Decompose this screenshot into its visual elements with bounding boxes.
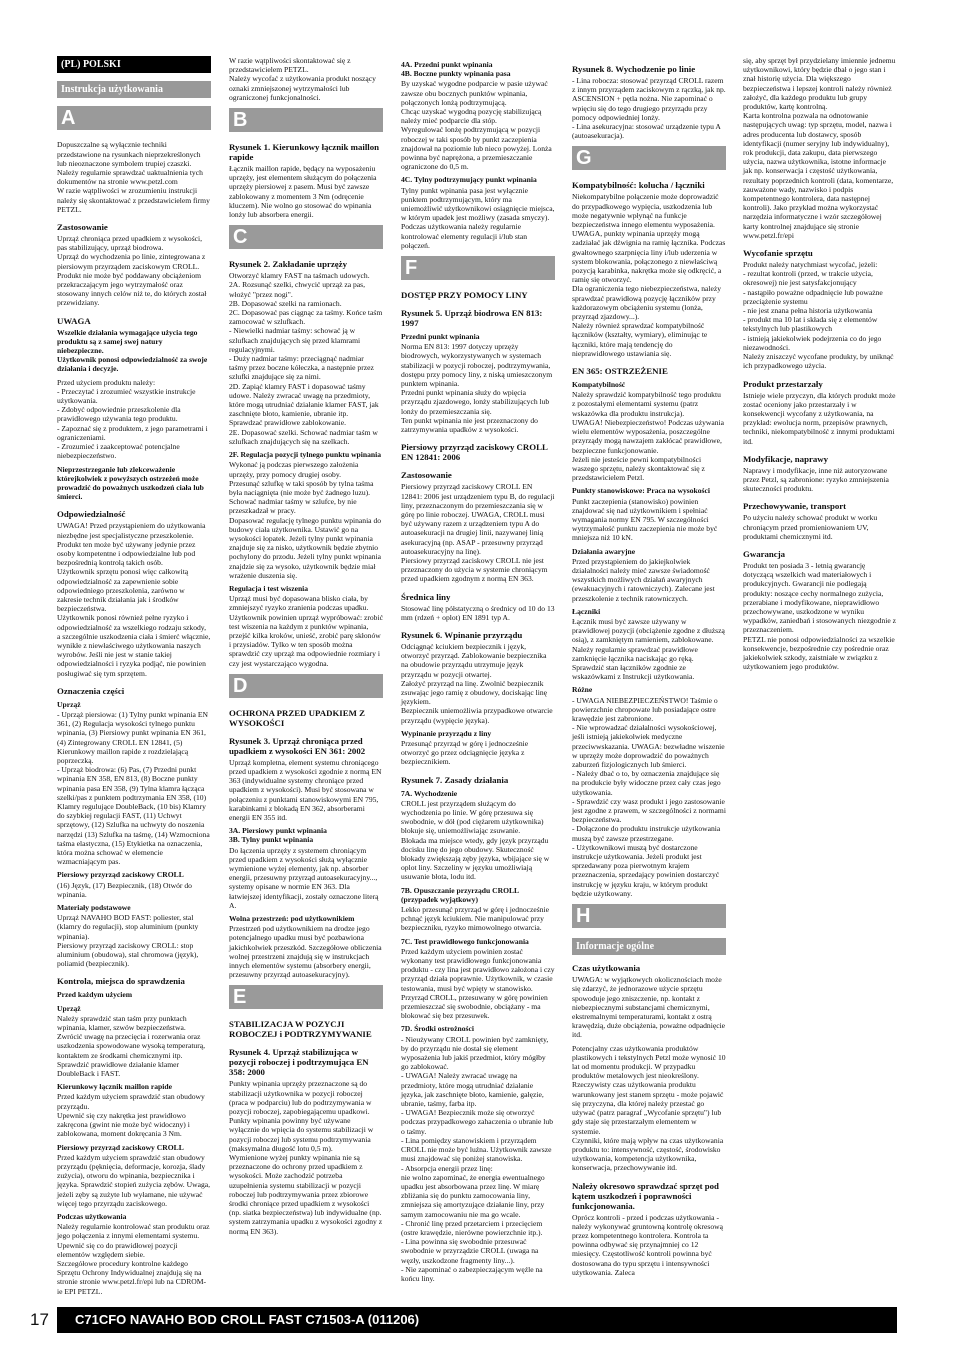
- paragraph: Stosować linę półstatyczną o średnicy od 10 do 13 mm (rdzeń + oplot) EN 1891 typ A.: [401, 603, 555, 622]
- page-number: 17: [30, 1310, 49, 1329]
- subheading: Piersiowy przyrząd zaciskowy CROLL: [57, 870, 184, 880]
- paragraph: Do łączenia uprzęży z systemem chroniącym przed upadkiem z wysokości służą wyłącznie wymienione wyżej elementy, jak np. absorber energii, przesuwny przyrząd autoasekuracyjny..., systemy opisane w normie EN 363. Dla łatwiejszej identyfikacji, zostały oznaczone literą A.: [229, 845, 379, 910]
- paragraph: - Lina robocza: stosować przyrząd CROLL razem z innym przyrządem zaciskowym z rączką, jak np. ASCENSION + pętla nożna. Nie zapominać o wpięciu się do tego drugiego przyrządu przy pomocy odpowiedniej lonży. - Lina asekuracyjna: stosować urządzenie typu A (autoasekuracja).: [572, 76, 726, 141]
- subheading: Przed każdym użyciem: [57, 990, 133, 1000]
- heading: STABILIZACJA W POZYCJI ROBOCZEJ i PODTRZYMYWANIE: [229, 1019, 372, 1040]
- heading: Modyfikacje, naprawy: [743, 453, 829, 464]
- heading: Kontrola, miejsca do sprawdzenia: [57, 976, 185, 987]
- heading: Należy okresowo sprawdzać sprzęt pod kątem uszkodzeń i poprawności funkcjonowania.: [572, 1180, 719, 1211]
- heading: Rysunek 8. Wychodzenie po linie: [572, 64, 696, 74]
- subheading: Różne: [572, 685, 593, 695]
- heading: Kompatybilność: kolucha / łączniki: [572, 180, 705, 191]
- heading: Zastosowanie: [57, 222, 108, 233]
- heading: Rysunek 3. Uprząż chroniąca przed upadkiem z wysokości EN 361: 2002: [229, 735, 366, 756]
- column-4: [572, 56, 726, 1281]
- subheading: Materiały podstawowe: [57, 903, 131, 913]
- heading: Rysunek 1. Kierunkowy łącznik maillon rapide: [229, 142, 379, 163]
- paragraph: (16) Język, (17) Bezpiecznik, (18) Otwór do wpinania.: [57, 880, 192, 899]
- paragraph: Punkty wpinania uprzęży przeznaczone są do stabilizacji użytkownika w pozycji roboczej (praca w podparciu) lub do podtrzymywania w pozycji roboczej, zapobiegającemu upadkowi. Punkty wpinania powinny być używane wyłącznie do wpięcia do systemu stabilizacji w pozycji roboczej lub systemu podtrzymywania (maksymalna długość lotu 0,5 m). Wymienione wyżej punkty wpinania nie są przeznaczone do ochrony przed upadkiem z wysokości. Może zachodzić potrzeba uzupełnienia systemu stabilizacji w pozycji roboczej lub podtrzymywania przez zbiorowe środki chroniące przed upadkiem z wysokości (np. siatka bezpieczeństwa) lub indywidualne (np. system zatrzymania upadku z wysokości zgodny z normą EN 363).: [229, 1079, 383, 1236]
- heading: Gwarancja: [743, 548, 786, 559]
- paragraph: Przed każdym użyciem sprawdzić stan obudowy przyrządu. Upewnić się czy nakrętka jest prawidłowo zakręcona (gwint nie może być widoczny) i zablokowana, moment dokręcania 3 Nm.: [57, 1092, 205, 1139]
- column-5: [743, 56, 897, 675]
- heading: Rysunek 4. Uprząż stabilizująca w pozycji roboczej i podtrzymująca EN 358: 2000: [229, 1047, 369, 1078]
- heading: Średnica liny: [401, 591, 451, 602]
- paragraph: Przesunąć przyrząd w górę i jednocześnie otworzyć go przez odciągnięcie języka z bezpiecznikiem.: [401, 738, 529, 767]
- paragraph: Potencjalny czas użytkowania produktów plastikowych i tekstylnych Petzl może wynosić 10 lat od momentu produkcji. W przypadku produktów metalowych jest nieokreślony. Rzeczywisty czas użytkowania produktu warunkowany jest stanem sprzętu - może pojawić się przyczyna, dla której należy przestać go używać (patrz paragraf „Wycofanie sprzętu") lub gdy staje się przestarzałym elementem w systemie. Czynniki, które mają wpływ na czas użytkowania produktu to: intensywność, częstość, środowisko użytkowania, kompetencja użytkownika, konserwacja, przechowywanie itd.: [572, 1043, 726, 1173]
- section-letter: A: [57, 106, 211, 130]
- paragraph: Należy sprawdzić kompatybilność tego produktu z pozostałymi elementami systemu (patrz wskazówka dla produktu instrukcja). UWAGA! Niebezpieczeństwo! Podczas używania wielu elementów wyposażenia, poszczególne przyrządy mogą nawzajem zakłócać prawidłowe, bezpieczne funkcjonowanie. Jeżeli nie jesteście pewni kompatybilności waszego sprzętu, należy skontaktować się z przedstawicielem Petzl.: [572, 390, 725, 483]
- column-2: [229, 56, 383, 1240]
- subheading: 4A. Przedni punkt wpinania 4B. Boczne punkty wpinania pasa: [401, 60, 511, 79]
- paragraph: Przed użyciem produktu należy: - Przeczytać i zrozumieć wszystkie instrukcje użytkowania. - Zdobyć odpowiednie przeszkolenie dla prawidłowego używania tego produktu. - Zapoznać się z produktem, z jego parametrami i ograniczeniami. - Zrozumieć i zaakceptować potencjalne niebezpieczeństwo.: [57, 377, 208, 461]
- section-letter: D: [229, 674, 383, 698]
- paragraph: Lekko przesunąć przyrząd w górę i jednocześnie pchnąć język kciukiem. Nie manipulować przy bezpieczniku, ryzyko mimowolnego otwarcia.: [401, 905, 550, 933]
- subheading: 2F. Regulacja pozycji tylnego punktu wpinania: [229, 450, 382, 460]
- heading: DOSTĘP PRZY POMOCY LINY: [401, 290, 528, 301]
- bold-paragraph: Nieprzestrzeganie lub zlekceważenie którejkolwiek z powyższych ostrzeżeń może prowadzić do poważnych uszkodzeń ciała lub śmierci.: [57, 464, 204, 502]
- subheading: 4C. Tylny podtrzymujący punkt wpinania: [401, 175, 537, 185]
- paragraph: Uprząż NAVAHO BOD FAST: poliester, stal (klamry do regulacji), stop aluminium (punkty wpinania). Piersiowy przyrząd zaciskowy CROLL: stop aluminium (obudowa), stal chromowa (język), poliamid (bezpiecznik).: [57, 913, 199, 969]
- heading: OCHRONA PRZED UPADKIEM Z WYSOKOŚCI: [229, 707, 365, 728]
- section-letter: G: [572, 146, 726, 170]
- column-1: [57, 56, 211, 1300]
- subheading: 7C. Test prawidłowego funkcjonowania: [401, 936, 529, 946]
- paragraph: Produkt należy natychmiast wycofać, jeżeli: - rezultat kontroli (przed, w trakcie użycia, okresowej) nie jest satysfakcjonujący - nastąpiło poważne odpadnięcie lub poważne przeciążenie systemu - nie jest znana pełna historia użytkowania - produkt ma 10 lat i składa się z elementów tekstylnych lub plastikowych - istnieją jakiekolwiek podejrzenia co do jego niezawodności. Należy zniszczyć wycofane produkty, by uniknąć ich przypadkowego użycia.: [743, 260, 894, 371]
- subheading: Działania awaryjne: [572, 546, 636, 556]
- paragraph: Oprócz kontroli - przed i podczas użytkowania - należy wykonywać gruntowną kontrolę okresową przez kompetentnego kontrolera. Kontrola ta powinna odbywać się przynajmniej co 12 miesięcy. Częstotliwość kontroli powinna być dostosowana do typu sprzętu i intensywności użytkowania. Zaleca: [572, 1212, 723, 1277]
- paragraph: UWAGA! Przed przystąpieniem do użytkowania niezbędne jest specjalistyczne przeszkolenie. Produkt ten może być używany jedynie przez osoby kompetentne i odpowiedzialne lub pod bezpośrednią kontrolą takich osób. Użytkownik sprzętu ponosi więc całkowitą odpowiedzialność za zapewnienie sobie odpowiedniego przeszkolenia, zarówno w zakresie technik działania jak i środków bezpieczeństwa. Użytkownik ponosi również pełne ryzyko i odpowiedzialność za wszelkiego rodzaju szkody, a szczególnie uszkodzenia ciała i śmierć włącznie, wynikłe z niewłaściwego użytkowania naszych wyrobów. Jeśli nie jest w stanie takiej odpowiedzialności i ryzyka podjąć, nie powinien posługiwać się tym sprzętem.: [57, 521, 211, 678]
- heading: Wycofanie sprzętu: [743, 248, 813, 259]
- subheading: Podczas użytkowania: [57, 1211, 127, 1221]
- subheading: Uprząż: [57, 1003, 81, 1013]
- section-letter: H: [572, 904, 726, 928]
- paragraph: się, aby sprzęt był przydzielany imiennie jednemu użytkownikowi, który będzie dbał o jego stan i znał historię użycia. Dla większego bezpieczeństwa i lepszej kontroli należy również założyć, dla każdego produktu lub grupy produktów, kartę kontrolną. Karta kontrolna pozwala na odnotowanie następujących uwag: typ sprzętu, model, nazwa i adres producenta lub dostawcy, sposób identyfikacji (numer seryjny lub indywidualny), rok produkcji, data zakupu, data pierwszego użycia, nazwa użytkownika, istotne informacje jak np. konserwacja i częstość użytkowania, rezultaty poprzednich kontroli (data, komentarze, zauważone wady, nazwisko i podpis kompetentnego kontrolera, data następnej kontroli). Jako przykład można wykorzystać narzędzia informatyczne i wzór szczegółowej karty kontrolnej znajdujące się stronie www.petzl.fr/epi: [743, 56, 896, 240]
- paragraph: Dopuszczalne są wyłącznie techniki przedstawione na rysunkach nieprzekreślonych lub nieoznaczone symbolem trupiej czaszki. Należy regularnie sprawdzać uaktualnienia tych dokumentów na stronie www.petzl.com W razie wątpliwości w zrozumieniu instrukcji należy się skontaktować z przedstawicielem firmy PETZL.: [57, 140, 210, 214]
- paragraph: - Nieużywany CROLL powinien być zamknięty, by do przyrządu nie dostał się element wyposażenia lub jakiś przedmiot, który mógłby go zablokować. - UWAGA! Należy zwracać uwagę na przedmioty, które mogą utrudniać działanie języka, jak zaschnięte błoto, kamienie, gałęzie, ubranie, taśmy, farba itp. - UWAGA! Bezpiecznik może się otworzyć podczas przypadkowego zahaczenia o ubranie lub o taśmy. - Lina pomiędzy stanowiskiem i przyrządem CROLL nie może być luźna. Użytkownik zawsze musi znajdować się poniżej stanowiska. - Absorpcja energii przez linę: nie wolno zapominać, że energia ewentualnego upadku jest absorbowana przez linę. W miarę zbliżania się do punktu zamocowania liny, zmniejsza się amortyzujące działanie liny, przy samym zamocowaniu nie ma go wcale. - Chronić linę przed przetarciem i przecięciem (ostre krawędzie, nierówne powierzchnie itp.). - Lina powinna się swobodnie przesuwać swobodnie w przyrządzie CROLL (uwaga na węzły, uszkodzone fragmenty liny...). - Nie zapominać o zabezpieczającym węźle na końcu liny.: [401, 1034, 554, 1283]
- column-5-content: [743, 56, 897, 671]
- section-header: Instrukcja użytkowania: [57, 81, 211, 98]
- paragraph: Odciągnąć kciukiem bezpiecznik i język, otworzyć przyrząd. Zablokowanie bezpiecznika na obudowie przyrządu utrzymuje język przyrządu w pozycji otwartej. Założyć przyrząd na linę. Zwolnić bezpiecznik zsuwając jego ramię z obudowy, dociskając linę językiem. Bezpiecznik uniemożliwia przypadkowe otwarcie przyrządu (wypięcie języka).: [401, 641, 553, 725]
- heading: Piersiowy przyrząd zaciskowy CROLL EN 12841: 2006: [401, 442, 548, 463]
- subheading: Uprząż: [57, 699, 81, 709]
- heading: Zastosowanie: [401, 470, 452, 481]
- section-letter: F: [401, 256, 555, 280]
- subheading: Kompatybilność: [572, 380, 626, 390]
- section-letter: E: [229, 985, 383, 1009]
- paragraph: Piersiowy przyrząd zaciskowy CROLL EN 12841: 2006 jest urządzeniem typu B, do regulacji liny, przeznaczonym do przemieszczania się w górę po linie roboczej. UWAGA, CROLL musi być używany razem z urządzeniem typu A do autoasekuracji na drugiej linii, nazywanej linią asekuracyjną (np. ASAP - przesuwny przyrząd autoasekuracyjny na linę). Piersiowy przyrząd zaciskowy CROLL nie jest przeznaczony do użycia w systemie chroniącym przed upadkiem zgodnym z normą EN 363.: [401, 482, 555, 584]
- column-1-content: [57, 106, 211, 1295]
- paragraph: Łącznik musi być zawsze używany w prawidłowej pozycji (obciążenie zgodne z dłuższą osią), z zamkniętym ramieniem, zablokowane. Należy regularnie sprawdzać prawidłowe zamknięcie łącznika naciskając go ręką. Sprawdzić stan łączników zgodnie ze wskazówkami z Instrukcji użytkowania.: [572, 616, 725, 682]
- subheading: 7B. Opuszczanie przyrządu CROLL (przypadek wyjątkowy): [401, 885, 519, 904]
- subheading: 7A. Wychodzenie: [401, 788, 458, 798]
- subheading: 3A. Piersiowy punkt wpinania 3B. Tylny punkt wpinania: [229, 826, 327, 845]
- section-letter: C: [229, 225, 383, 249]
- paragraph: CROLL jest przyrządem służącym do wychodzenia po linie. W górę przesuwa się swobodnie, w dół (pod ciężarem użytkownika) blokuje się, uniemożliwiając zsuwanie. Blokada ma miejsce wtedy, gdy język przyrządu docisku linę do jego obudowy. Skuteczność blokady zwiększają zęby języka, wbijające się w oplot liny. Szczeliny w języku umożliwiają usuwanie błota, lodu itd.: [401, 798, 550, 882]
- subheading: Łączniki: [572, 606, 601, 616]
- heading: EN 365: OSTRZEŻENIE: [572, 366, 668, 377]
- heading: Przechowywanie, transport: [743, 501, 847, 512]
- paragraph: By uzyskać wygodne podparcie w pasie używać zawsze obu bocznych punktów wpinania, połączonych lonżą podtrzymującą. Chcąc uzyskać wygodną pozycję stabilizującą należy mieć podparcie dla stóp. Wyregulować lonżę podtrzymującą w pozycji roboczej w taki sposób by punkt zaczepienia znajdował na poziomie lub nieco powyżej. Lonża powinna być naprężona, a przemieszczanie ograniczone do 0,5 m.: [401, 79, 552, 172]
- bold-paragraph: Wszelkie działania wymagające użycia tego produktu są z samej swej natury niebezpieczne. Użytkownik ponosi odpowiedzialność za swoje działania i decyzje.: [57, 327, 208, 374]
- heading: Rysunek 7. Zasady działania: [401, 774, 509, 785]
- paragraph: UWAGA: w wyjątkowych okolicznościach może się zdarzyć, że jednorazowe użycie sprzętu spowoduje jego zniszczenie, np. kontakt z niebezpiecznymi substancjami chemicznymi, ekstremalnymi temperaturami, kontakt z ostrą krawędzią, duże obciążenia, poważne odpadnięcie itd.: [572, 975, 726, 1040]
- paragraph: Niekompatybilne połączenie może doprowadzić do przypadkowego wypięcia, uszkodzenia lub może negatywnie wpłynąć na funkcje bezpieczeństwa innego elementu wyposażenia. UWAGA, punkty wpinania uprzęży mogą zadziałać jak dźwignia na ramię łącznika. Podczas gwałtownego szarpnięcia liny i/lub uderzenia w system blokowania, połączonego z niewłaściwą pozycją karabinka, nakrętka może się odkręcić, a ramię się otworzyć. Dla ograniczenia tego niebezpieczeństwa, należy sprawdzać prawidłową pozycję łączników przy każdorazowym obciążeniu systemu (lonża, przyrząd zjazdowy...). Należy również sprawdzać kompatybilność łączników (kształty, wymiary), eliminując te łączniki, które mają tendencję do nieprawidłowego ustawiania się.: [572, 192, 726, 358]
- subheading: Piersiowy przyrząd zaciskowy CROLL: [57, 1142, 184, 1152]
- paragraph: Należy regularnie kontrolować stan produktu oraz jego połączenia z innymi elementami systemu. Upewnić się co do prawidłowej pozycji elementów względem siebie. Szczegółowe procedury kontrolne każdego Sprzętu Ochrony Indywidualnej znajdują się na stronie stronie www.petzl.fr/epi lub na CDROM-ie EPI PETZL.: [57, 1222, 210, 1296]
- heading: Rysunek 5. Uprząż biodrowa EN 813: 1997: [401, 308, 543, 329]
- paragraph: Produkt ten posiada 3 - letnią gwarancję dotyczącą wszelkich wad materiałowych i produkcyjnych. Gwarancji nie podlegają produkty: noszące cechy normalnego zużycia, przerabiane i modyfikowane, nieprawidłowo przechowywane, uszkodzone w wyniku wypadków, zaniedbań i stosowanych niezgodnie z przeznaczeniem. PETZL nie ponosi odpowiedzialności za wszelkie konsekwencje, bezpośrednie czy pośrednie oraz jakiekolwiek szkody, zaistniałe w związku z użytkowaniem jego produktów.: [743, 560, 897, 672]
- paragraph: Należy sprawdzić stan taśm przy punktach wpinania, klamer, szwów bezpieczeństwa. Zwrócić uwagę na przecięcia i rozerwania oraz uszkodzenia spowodowane wysoką temperaturą, kontaktem ze środkami chemicznymi itp. Sprawdzić prawidłowe działanie klamer DoubleBack i FAST.: [57, 1013, 206, 1079]
- footer-bar: C71CFO NAVAHO BOD CROLL FAST C71503-A (011206): [57, 1307, 897, 1333]
- subheading: Wypinanie przyrządu z liny: [401, 728, 492, 738]
- heading: Produkt przestarzały: [743, 378, 823, 389]
- paragraph: Przed każdym użyciem powinien zostać wykonany test prawidłowego funkcjonowania produktu - czy lina jest prawidłowo założona i czy przyrząd działa poprawnie. Użytkownik, w czasie testowania, musi być wpięty w stanowisko. Przyrząd CROLL, przesuwany w górę powinien przemieszczać się swobodnie, obciążany - ma blokować się bez przesuwek.: [401, 946, 555, 1021]
- paragraph: Po użyciu należy schować produkt w worku chroniącym przed promieniowaniem UV, produktami chemicznymi itd.: [743, 513, 878, 541]
- subheading: Punkty stanowiskowe: Praca na wysokości: [572, 486, 710, 496]
- paragraph: Przestrzeń pod użytkownikiem na drodze jego potencjalnego upadku musi być pozbawiona jakichkolwiek przeszkód. Szczegółowe obliczenia wolnej przestrzeni znajdują się w instrukcjach innych elementów systemu (absorbery energii, przesuwny przyrząd autoasekuracyjny).: [229, 924, 382, 980]
- heading: Oznaczenia części: [57, 685, 125, 696]
- section-bar: Informacje ogólne: [572, 938, 726, 955]
- subheading: Regulacja i test wiszenia: [229, 583, 309, 593]
- section-letter: B: [229, 108, 383, 132]
- paragraph: Przed przystąpieniem do jakiejkolwiek działalności należy mieć zawsze świadomość wszystkich możliwych działań awaryjnych (ewakuacyjnych i ratowniczych). Zalecane jest przeszkolenie z technik ratowniczych.: [572, 556, 715, 603]
- column-3-content: [401, 60, 555, 1283]
- paragraph: Otworzyć klamry FAST na taśmach udowych. 2A. Rozsunąć szelki, chwycić uprząż za pas, włożyć "przez nogi". 2B. Dopasować szelki na ramionach. 2C. Dopasować pas ciągnąc za taśmy. Końce taśm zamocować w szlufkach. - Niewielki nadmiar taśmy: schować ją w szlufkach znajdujących się przed klamrami regulacyjnymi. - Duży nadmiar taśmy: przeciągnąć nadmiar taśmy przez boczne kółeczka, a następnie przez szlufki znajdujące się za nimi. 2D. Zapiąć klamry FAST i dopasować taśmy udowe. Należy zwracać uwagę na przedmioty, które mogą utrudniać działanie klamer FAST, jak zaschnięte błoto, kamienie, ubranie itp. Sprawdzać prawidłowe zablokowanie. 2E. Dopasować szelki. Schować nadmiar taśm w szlufkach znajdujących się na szelkach.: [229, 271, 383, 446]
- column-4-content: [572, 64, 726, 1277]
- paragraph: Istnieje wiele przyczyn, dla których produkt może zostać oceniony jako przestarzały i w konsekwencji wycofany z użytkowania, na przykład: ewolucja norm, przepisów prawnych, techniki, niekompatybilność z innymi produktami itd.: [743, 390, 896, 446]
- language-header: (PL) POLSKI: [57, 56, 211, 73]
- paragraph: Uprząż chroniąca przed upadkiem z wysokości, pas stabilizujący, uprząż biodrowa. Uprząż do wychodzenia po linie, zintegrowana z piersiowym przyrządem zaciskowym CROLL. Produkt nie może być poddawany obciążeniom przekraczającym jego wytrzymałość oraz stosowany innych celów niż te, do których został przewidziany.: [57, 234, 207, 308]
- heading: Rysunek 2. Zakładanie uprzęży: [229, 259, 347, 270]
- subheading: 7D. Środki ostrożności: [401, 1024, 474, 1034]
- paragraph: - UWAGA NIEBEZPIECZEŃSTWO! Taśmie o powierzchnie chropowate lub posiadające ostre krawędzie jest zabronione. - Nie wprowadzać działalności wysokościowej, jeśli istnieją jakiekolwiek medyczne przeciwwskazania. UWAGA: bezwładne wiszenie w uprzęży może doprowadzić do poważnych zaburzeń fizjologicznych lub śmierci. - Należy dbać o to, by oznaczenia znajdujące się na produkcie były widoczne przez cały czas jego użytkowania. - Sprawdzić czy wasz produkt i jego zastosowanie jest zgodne z prawem, w szczególności z normami bezpieczeństwa. - Dołączone do produktu instrukcje użytkowania muszą być zawsze przestrzegane. - Użytkownikowi muszą być dostarczone instrukcje użytkowania. Jeżeli produkt jest sprzedawany poza pierwotnym krajem przeznaczenia, sprzedający powinien dostarczyć instrukcję w języku kraju, w którym produkt będzie użytkowany.: [572, 695, 726, 898]
- paragraph: W razie wątpliwości skontaktować się z przedstawicielem PETZL. Należy wycofać z użytkowania produkt noszący oznaki zmniejszonej wytrzymałości lub ograniczonej funkcjonalności.: [229, 56, 376, 102]
- heading: Odpowiedzialność: [57, 509, 126, 520]
- paragraph: Łącznik maillon rapide, będący na wyposażeniu uprzęży, jest elementem służącym do połączenia uprzęży piersiowej z pasem. Musi być zawsze zablokowany z momentem 3 Nm (odręcenie kluczem). Nie wolno go stosować do wpinania lonży lub absorbera energii.: [229, 164, 377, 220]
- paragraph: Norma EN 813: 1997 dotyczy uprzęży biodrowych, wykorzystywanych w systemach stabilizacji w pozycji roboczej, podtrzymywania, dostępu przy pomocy liny, z niską umieszczonym punktem wpinania. Przedni punkt wpinania służy do wpięcia przyrządu zjazdowego, lonży stabilizujących lub lonży do przemieszczania się. Ten punkt wpinania nie jest przeznaczony do zatrzymywania upadków z wysokości.: [401, 342, 553, 435]
- paragraph: Naprawy i modyfikacje, inne niż autoryzowane przez Petzl, są zabronione: ryzyko zmniejszenia skuteczności produktu.: [743, 465, 889, 494]
- paragraph: Punkt zaczepienia (stanowisko) powinien znajdować się nad użytkownikiem i spełniać wymagania normy EN 795. W szczególności wytrzymałość punktu zaczepienia nie może być mniejsza niż 10 kN.: [572, 496, 718, 543]
- paragraph: Wykonać ją podczas pierwszego założenia uprzęży, przy pomocy drugiej osoby. Przesunąć szlufkę w taki sposób by tylna taśma była naciągnięta (nie może być żadnego luzu). Schować nadmiar taśmy w szlufce, by nie przeszkadzał w pracy. Dopasować regulację tylnego punktu wpinania do budowy ciała użytkownika. Ustawić go na wysokości łopatek. Jeżeli tylny punkt wpinania znajduje się za nisko, użytkownik będzie zbytnio pochylony do przodu. Jeżeli tylny punkt wpinania znajdzie się za wysoko, użytkownik będzie miał wrażenie duszenia się.: [229, 460, 382, 580]
- paragraph: Przed każdym użyciem sprawdzić stan obudowy przyrządu (pęknięcia, deformacje, korozja, ślady zużycia), otworu do wpinania, bezpiecznika i języka. Sprawdzić stopień zużycia zębów. Uwaga, jeżeli zęby są zużyte lub wyłamane, nie używać więcej tego przyrządu zaciskowego.: [57, 1152, 211, 1208]
- subheading: Wolna przestrzeń: pod użytkownikiem: [229, 914, 355, 924]
- heading: Czas użytkowania: [572, 963, 641, 974]
- heading: Rysunek 6. Wpinanie przyrządu: [401, 629, 523, 640]
- paragraph: Uprząż musi być dopasowana blisko ciała, by zmniejszyć ryzyko zranienia podczas upadku. Użytkownik powinien uprząż wypróbować: zrobić test wiszenia na każdym z punktów wpinania, przejść kilka kroków, unieść, zrobić parę skłonów i przysiadów. Tylko w ten sposób można sprawdzić czy uprząż ma odpowiednie rozmiary i czy jest wystarczająco wygodna.: [229, 594, 383, 668]
- paragraph: - Uprząż piersiowa: (1) Tylny punkt wpinania EN 361, (2) Regulacja wysokości tylnego punktu wpinania, (3) Piersiowy punkt wpinania EN 361, (4) Zintegrowany CROLL EN 12841, (5) Kierunkowy maillon rapide z rozdzielającą poprzeczką. - Uprząż biodrowa: (6) Pas, (7) Przedni punkt wpinania EN 358, EN 813, (8) Boczne punkty wpinania pasa EN 358, (9) Tylna klamra łącząca szelki/pas z punktem podtrzymania EN 358, (10) Klamry regulujące DoubleBack, (10 bis) Klamry do szybkiej regulacji FAST, (11) Uchwyt sprzętowy, (12) Szlufka na uchwyty do noszenia narzędzi (13) Szlufka na taśmę, (14) Wzmocniona taśma elastyczna, (15) Etykietka na oznaczenia, która można schować w elemencie wzmacniającym pas.: [57, 709, 210, 867]
- paragraph: Tylny punkt wpinania pasa jest wyłącznie punktem podtrzymującym, który ma uniemożliwić użytkownikowi osiągnięcie miejsca, w którym upadek jest możliwy (zasada smyczy). Podczas użytkowania należy regularnie kontrolować elementy regulacji i/lub stan połączeń.: [401, 185, 555, 250]
- column-2-content: [229, 56, 383, 1236]
- subheading: Przedni punkt wpinania: [401, 332, 480, 342]
- paragraph: Uprząż kompletna, element systemu chroniącego przed upadkiem z wysokości zgodnie z normą EN 363 (indywidualne systemy chroniące przed upadkiem z wysokości). Musi być stosowana w połączeniu z punktami stanowiskowymi EN 795, karabinkami z blokadą EN 362, absorberami energii EN 355 itd.: [229, 757, 382, 822]
- column-3: [401, 56, 555, 1287]
- heading: UWAGA: [57, 315, 91, 326]
- subheading: Kierunkowy łącznik maillon rapide: [57, 1082, 172, 1092]
